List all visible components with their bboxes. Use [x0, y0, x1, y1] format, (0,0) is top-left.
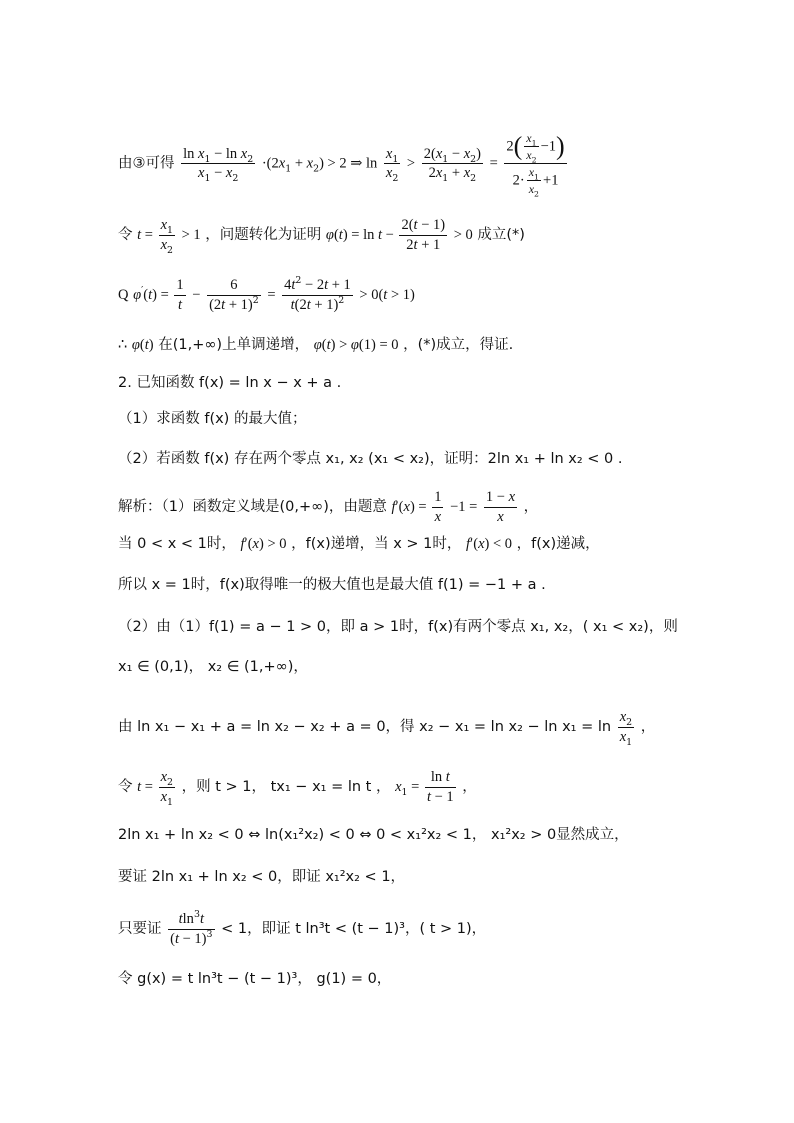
- text-let-2: 令: [118, 779, 133, 795]
- fraction-1-over-t: $\frac{1}{t}$: [176, 277, 184, 313]
- text-prove-ineq: < 1，即证 t ln³t < (t − 1)³，( t > 1)，: [221, 921, 487, 937]
- fraction-1-minus-x: $\frac{1 - x}{x}$: [485, 489, 516, 525]
- proof-line-2: 令 t = $\frac{x_1}{x_2}$ > 1 ，问题转化为证明 φ(t) = ln t − $\frac{2(t - 1)}{2t + 1}$ > 0 成立(*): [118, 217, 525, 256]
- solution-line-5: x₁ ∈ (0,1)， x₂ ∈ (1,+∞)，: [118, 659, 308, 675]
- text-solution: 解析：（1）函数定义域是(0,+∞)，由题意: [118, 499, 387, 515]
- fraction-2diff: $\frac{2(x_1 - x_2)}{2x_1 + x_2}$: [423, 145, 481, 184]
- text-by-3: 由③可得: [118, 155, 175, 172]
- text-proved: ，(*)成立，得证.: [403, 337, 514, 353]
- fraction-tln3t: $\frac{tln^3t}{(t - 1)^3}$: [170, 909, 213, 947]
- solution-line-1: 解析：（1）函数定义域是(0,+∞)，由题意 f′(x) = $\frac{1}{x}$ −1 = $\frac{1 - x}{x}$ ，: [118, 489, 539, 525]
- solution-line-9: 要证 2ln x₁ + ln x₂ < 0，即证 x₁²x₂ < 1，: [118, 869, 406, 885]
- text-holds: 成立(*): [477, 227, 525, 243]
- text-therefore: ∴: [118, 337, 128, 353]
- solution-line-2: 当 0 < x < 1时， f′(x) > 0 ，f(x)递增，当 x > 1时， f′(x) < 0 ，f(x)递减，: [118, 536, 600, 552]
- solution-line-8: 2ln x₁ + ln x₂ < 0 ⇔ ln(x₁²x₂) < 0 ⇔ 0 < x₁²x₂ < 1， x₁²x₂ > 0显然成立，: [118, 827, 629, 843]
- text-convert: ，问题转化为证明: [205, 227, 322, 243]
- fraction-derivative: $\frac{4t^2 - 2t + 1}{t(2t + 1)^2}$: [284, 275, 351, 313]
- proof-line-3: Q φ′(t) = $\frac{1}{t}$ − $\frac{6}{(2t + 1)^2}$ = $\frac{4t^2 - 2t + 1}{t(2t + 1)^2}$ > 0(t > 1): [118, 275, 415, 313]
- text-decreasing: ，f(x)递减，: [516, 536, 600, 552]
- fraction-lnt: $\frac{\text{ln t}}{t - 1}$: [426, 769, 454, 805]
- text-q: Q: [118, 287, 129, 303]
- fraction-1-over-x: $\frac{1}{x}$: [434, 489, 442, 525]
- solution-line-4: （2）由（1）f(1) = a − 1 > 0，即 a > 1时，f(x)有两个零点 x₁, x₂，( x₁ < x₂)，则: [118, 619, 678, 635]
- fraction-t-x2-x1: $\frac{x_2}{x_1}$: [160, 769, 174, 808]
- text-only-need: 只要证: [118, 921, 162, 937]
- fraction-ln-diff: $\frac{\ln x_1 - \ln x_2}{x_1 - x_2}$: [183, 145, 254, 184]
- text-when-lt1: 当 0 < x < 1时，: [118, 536, 236, 552]
- solution-line-6: 由 ln x₁ − x₁ + a = ln x₂ − x₂ + a = 0，得 x₂ − x₁ = ln x₂ − ln x₁ = ln $\frac{x_2}{x_1}$ ，: [118, 709, 656, 748]
- question-2-part-2: （2）若函数 f(x) 存在两个零点 x₁, x₂ (x₁ < x₂)，证明：2ln x₁ + ln x₂ < 0 .: [118, 451, 623, 467]
- text-then-t: ，则 t > 1， tx₁ − x₁ = ln t ，: [181, 779, 391, 795]
- fraction-x1-x2: $\frac{x_1}{x_2}$: [385, 145, 399, 184]
- fraction-phi: $\frac{2(t - 1)}{2t + 1}$: [401, 217, 446, 253]
- fraction-nested: 2( $\frac{x_1}{x_2}$ −1) 2· $\frac{x_1}{x_2}$ +1: [506, 131, 565, 199]
- solution-line-10: [118, 909, 487, 947]
- question-2-part-1: （1）求函数 f(x) 的最大值；: [118, 411, 307, 427]
- fraction-x2-x1: $\frac{x_2}{x_1}$: [619, 709, 633, 748]
- fraction-t-def: $\frac{x_1}{x_2}$: [160, 217, 174, 256]
- text-let: 令: [118, 227, 133, 243]
- question-2-title: 2. 已知函数 f(x) = ln x − x + a .: [118, 375, 342, 391]
- proof-line-4: ∴ φ(t) 在(1,+∞)上单调递增， φ(t) > φ(1) = 0 ，(*)成立，得证.: [118, 337, 514, 353]
- text-when-gt1: ，f(x)递增，当 x > 1时，: [291, 536, 462, 552]
- proof-line-1: 由③可得 $\frac{\ln x_1 - \ln x_2}{x_1 - x_2}$ $\cdot(2x_1 + x_2) > 2$ ⇒ ln $\frac{x_1}{x_2}$ > $\frac{2(x_1 - x_2)}{2x_1 + x_2}$ = 2( $\frac{x_1}{x_2}$ −1) 2· $\frac{x_1}{x_2}$ +1: [118, 131, 565, 199]
- solution-line-7: 令 t = $\frac{x_2}{x_1}$ ，则 t > 1， tx₁ − x₁ = ln t ， $x_1$ = $\frac{\text{ln t}}{t - 1}$ ，: [118, 769, 477, 808]
- text-equation: 由 ln x₁ − x₁ + a = ln x₂ − x₂ + a = 0，得 x₂ − x₁ = ln x₂ − ln x₁ = ln: [118, 719, 612, 735]
- text-increasing: 在(1,+∞)上单调递增，: [158, 337, 310, 353]
- solution-line-3: 所以 x = 1时，f(x)取得唯一的极大值也是最大值 f(1) = −1 + a .: [118, 577, 546, 593]
- solution-line-11: 令 g(x) = t ln³t − (t − 1)³， g(1) = 0，: [118, 971, 392, 987]
- fraction-6: $\frac{6}{(2t + 1)^2}$: [209, 277, 259, 313]
